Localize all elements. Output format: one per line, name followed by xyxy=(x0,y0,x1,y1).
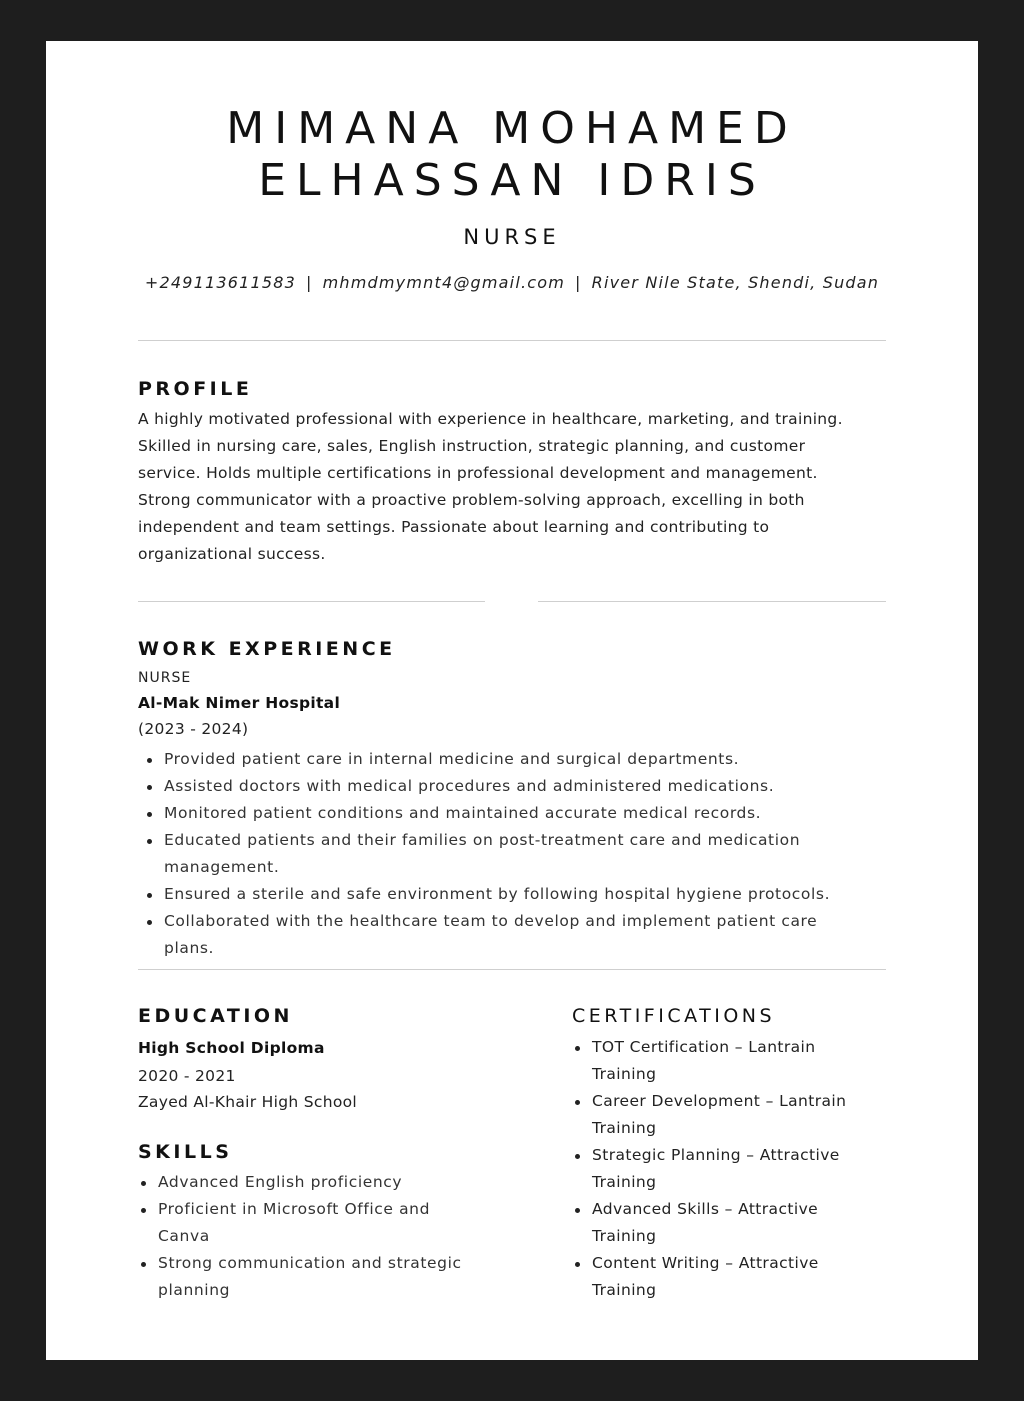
profile-line: independent and team settings. Passionate about learning and contributing to xyxy=(138,518,770,536)
profile-heading: PROFILE xyxy=(138,378,253,400)
contact-separator: | xyxy=(575,273,582,292)
education-years: 2020 - 2021 xyxy=(138,1067,236,1085)
profile-line: Strong communicator with a proactive problem-solving approach, excelling in both xyxy=(138,491,805,509)
resume-page xyxy=(46,41,978,1360)
email-address: mhmdmymnt4@gmail.com xyxy=(322,273,566,292)
degree: High School Diploma xyxy=(138,1039,325,1057)
profile-line: organizational success. xyxy=(138,545,326,563)
certifications-list xyxy=(572,1034,882,1304)
list-item: Ensured a sterile and safe environment by following hospital hygiene protocols. xyxy=(138,881,868,908)
work-bullets xyxy=(138,746,868,962)
list-item: Advanced Skills – Attractive Training xyxy=(572,1196,882,1250)
list-item: Career Development – Lantrain Training xyxy=(572,1088,882,1142)
list-item: Provided patient care in internal medicine and surgical departments. xyxy=(138,746,868,773)
list-item: TOT Certification – Lantrain Training xyxy=(572,1034,882,1088)
profile-divider-right xyxy=(538,601,886,602)
list-item: Strong communication and strategic planning xyxy=(138,1250,468,1304)
header-divider xyxy=(138,340,886,341)
profile-line: Skilled in nursing care, sales, English instruction, strategic planning, and customer xyxy=(138,437,806,455)
profile-divider-left xyxy=(138,601,485,602)
profile-line: A highly motivated professional with experience in healthcare, marketing, and training. xyxy=(138,410,843,428)
list-item: Collaborated with the healthcare team to develop and implement patient care plans. xyxy=(138,908,868,962)
employment-period: (2023 - 2024) xyxy=(138,720,249,738)
list-item: Assisted doctors with medical procedures and administered medications. xyxy=(138,773,868,800)
list-item: Educated patients and their families on post-treatment care and medication management. xyxy=(138,827,868,881)
list-item: Strategic Planning – Attractive Training xyxy=(572,1142,882,1196)
list-item: Advanced English proficiency xyxy=(138,1169,468,1196)
contact-separator: | xyxy=(306,273,313,292)
candidate-name xyxy=(138,103,886,207)
work-divider xyxy=(138,969,886,970)
skills-heading: SKILLS xyxy=(138,1141,233,1163)
location: River Nile State, Shendi, Sudan xyxy=(591,273,880,292)
work-experience-heading: WORK EXPERIENCE xyxy=(138,638,396,660)
candidate-role: NURSE xyxy=(463,225,561,249)
contact-line xyxy=(118,273,906,292)
list-item: Content Writing – Attractive Training xyxy=(572,1250,882,1304)
certifications-heading: CERTIFICATIONS xyxy=(572,1005,776,1027)
list-item: Proficient in Microsoft Office and Canva xyxy=(138,1196,468,1250)
job-title: NURSE xyxy=(138,670,192,686)
profile-line: service. Holds multiple certifications in professional development and management. xyxy=(138,464,818,482)
list-item: Monitored patient conditions and maintained accurate medical records. xyxy=(138,800,868,827)
school-name: Zayed Al-Khair High School xyxy=(138,1093,357,1111)
name-line-2: ELHASSAN IDRIS xyxy=(258,155,766,206)
employer-name: Al-Mak Nimer Hospital xyxy=(138,694,341,712)
profile-text xyxy=(138,406,898,568)
name-line-1: MIMANA MOHAMED xyxy=(226,103,798,154)
education-heading: EDUCATION xyxy=(138,1005,293,1027)
skills-list xyxy=(138,1169,468,1304)
phone-number: +249113611583 xyxy=(144,273,297,292)
